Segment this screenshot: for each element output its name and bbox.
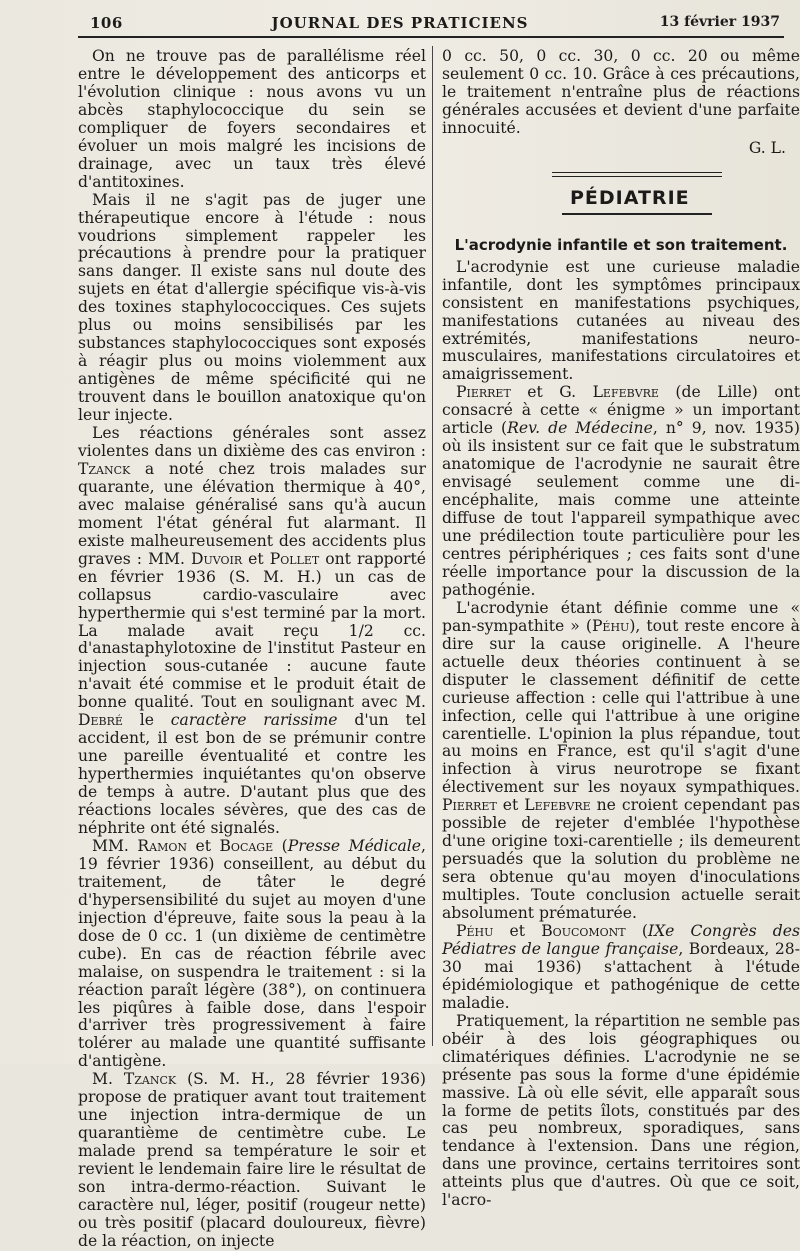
left-column (78, 47, 427, 1250)
journal-citation: Presse Médicale (287, 836, 422, 855)
signature: G. L. (748, 138, 786, 157)
author-name: Bocage (219, 836, 274, 855)
author-name: Pollet (269, 549, 320, 568)
author-name: Lefebvre (592, 383, 659, 402)
text-run: ne croient cependant pas possible de rejeter d'emblée l'hypothèse d'une origine toxi-carentielle ; ils demeurent persuadés que la solution du problème ne sera obtenue qu'au moyen d'inoculations multiples. Toute conclusion actuelle serait absolument prématurée. (442, 796, 800, 923)
paragraph (442, 600, 800, 923)
paragraph: L'acrodynie est une curieuse maladie infantile, dont les symptômes principaux consistent en manifestations psychiques, manifestations cutanées au niveau des extrémités, manifestations neuro-musculaires, manifestations circulatoires et amaigrissement. (442, 257, 800, 384)
text-run: ), tout reste encore à dire sur la cause originelle. A l'heure actuelle deux théories continuent à se disputer le classement définitif de cette curieuse affection : celle qui l'attribue à une infection, celle qui l'attribue à une origine carentielle. L'opinion la plus répandue, tout au moins en France, est qu'il s'agit d'une infection à virus neurotrope se fixant électivement sur les noyaux sympathiques. (442, 616, 800, 797)
right-column (442, 47, 800, 1210)
text-run: (de Lille) ont consacré à cette « énigme » un important article ( (442, 383, 800, 438)
author-name: Ramon (137, 836, 187, 855)
paragraph (442, 923, 800, 1013)
text-run: (S. M. H., 28 février 1936) propose de pratiquer avant tout traitement une injection intra-dermique de un quarantième de centimètre cube. Le malade prend sa température le soir et revient le lendemain faire lire le résultat de son intra-dermo-réaction. Suivant le caractère nul, léger, positif (rougeur nette) ou très positif (placard douloureux, fièvre) de la réaction, on injecte (78, 1070, 427, 1250)
text-run: ( (625, 921, 648, 940)
article-title: L'acrodynie infantile et son traitement. (454, 235, 788, 254)
text-run: le (122, 711, 171, 730)
paragraph (78, 1071, 426, 1251)
paragraph (78, 425, 426, 838)
text-run: et G. (510, 383, 593, 402)
author-name: Péhu (456, 921, 494, 940)
paragraph: Pratiquement, la répartition ne semble pas obéir à des lois géographiques ou climatériques définies. L'acrodynie ne se présente pas sous la forme d'une épidémie massive. Là où elle sévit, elle apparaît sous la forme de petits îlots, constitués par des cas peu nombreux, sporadiques, sans tendance à l'extension. Dans une région, dans une province, certains territoires sont atteints plus que d'autres. Où que ce soit, l'acro- (442, 1011, 800, 1210)
emphasis: caractère rarissime (170, 711, 338, 730)
text-run: ont rapporté en février 1936 (S. M. H.) un cas de collapsus cardio-vasculaire avec hyperthermie qui s'est terminé par la mort. La malade avait reçu 1/2 cc. d'anastaphylotoxine de l'institut Pasteur en injection sous-cutanée : aucune faute n'avait été commise et le produit était de bonne qualité. Tout en soulignant avec M. (78, 549, 426, 712)
author-name: Boucomont (541, 921, 626, 940)
author-name: Duvoir (190, 549, 243, 568)
running-header (0, 0, 800, 38)
author-name: Tzanck (78, 459, 131, 478)
author-name: Péhu (591, 616, 630, 635)
text-run: , Bordeaux, 28-30 mai 1936) s'attachent à l'étude épidémiologique et pathogénique de cette maladie. (442, 939, 800, 1012)
text-run: L'acrodynie étant définie comme une « pan-sympathite » ( (442, 598, 800, 635)
text-run: , n° 9, nov. 1935) où ils insistent sur ce fait que le substratum anatomique de l'acrodynie ne saurait être envisagé seulement comme une di-encéphalite, mais comme une atteinte diffuse de tout l'appareil sympathique avec une prédilection toute particulière pour les centres périphériques ; ces faits sont d'une réelle importance pour la discussion de la pathogénie. (442, 419, 800, 599)
author-name: Tzanck (123, 1070, 177, 1089)
text-run: et (242, 549, 270, 568)
header-rule (78, 36, 784, 38)
section-double-rule (552, 172, 722, 177)
text-run: et (186, 836, 220, 855)
section-heading: PÉDIATRIE (570, 186, 690, 209)
column-divider (432, 46, 433, 1046)
paragraph: On ne trouve pas de parallélisme réel entre le développement des anticorps et l'évolution clinique : nous avons vu un abcès staphylococcique du sein se compliquer de foyers secondaires et évoluer un mois malgré les incisions de drainage, avec un taux très élevé d'antitoxines. (78, 47, 426, 191)
journal-title: JOURNAL DES PRATICIENS (271, 14, 529, 32)
author-name: Pierret (442, 796, 497, 815)
page-number: 106 (90, 14, 123, 32)
paragraph: Mais il ne s'agit pas de juger une thérapeutique encore à l'étude : nous voudrions simplement rappeler les précautions à prendre pour la pratiquer sans danger. Il existe sans nul doute des sujets en état d'allergie spécifique vis-à-vis des toxines staphylococciques. Ces sujets plus ou moins sensibilisés par les substances staphylococciques sont exposés à réagir plus ou moins violemment aux antigènes de même spécificité qui ne trouvent dans le bouillon anatoxique qu'on leur injecte. (78, 190, 426, 425)
text-run: et (493, 921, 542, 940)
journal-citation: Rev. de Médecine (507, 419, 653, 438)
issue-date: 13 février 1937 (659, 14, 780, 30)
text-run: d'un tel accident, il est bon de se prémunir contre une pareille éventualité et contre les hyperthermies inquiétantes qu'on observe de temps à autre. D'autant plus que des réactions locales sévères, que des cas de néphrite ont été signalés. (78, 711, 426, 837)
text-run: MM. (92, 836, 138, 855)
text-run: , 19 février 1936) conseillent, au début du traitement, de tâter le degré d'hypersensibilité du sujet au moyen d'une injection d'épreuve, faite sous la peau à la dose de 0 cc. 1 (un dixième de centimètre cube). En cas de réaction fébrile avec malaise, on suspendra le traitement : si la réaction paraît légère (38°), on continuera les piqûres à faible dose, dans l'espoir d'arriver très progressivement à faire tolérer au malade une quantité suffisante d'antigène. (78, 836, 426, 1071)
author-name: Pierret (456, 383, 511, 402)
text-run: Les réactions générales sont assez violentes dans un dixième des cas environ : (78, 424, 426, 460)
section-underline (562, 213, 712, 215)
text-run: et (496, 796, 525, 815)
text-run: ( (273, 836, 288, 855)
paragraph (78, 838, 426, 1071)
paragraph (442, 384, 800, 599)
paragraph: 0 cc. 50, 0 cc. 30, 0 cc. 20 ou même seulement 0 cc. 10. Grâce à ces précautions, le traitement n'entraîne plus de réactions générales accusées et devient d'une parfaite innocuité. (442, 47, 800, 137)
text-run: a noté chez trois malades sur quarante, une élévation thermique à 40°, avec malaise généralisé sans qu'à aucun moment l'état général fut alarmant. Il existe malheureusement des accidents plus graves : MM. (78, 459, 426, 568)
text-run: M. (92, 1070, 124, 1089)
author-name: Lefebvre (524, 796, 591, 815)
author-name: Debré (78, 711, 123, 730)
congress-citation: IXe Congrès des Pédiatres de langue française (442, 921, 800, 958)
